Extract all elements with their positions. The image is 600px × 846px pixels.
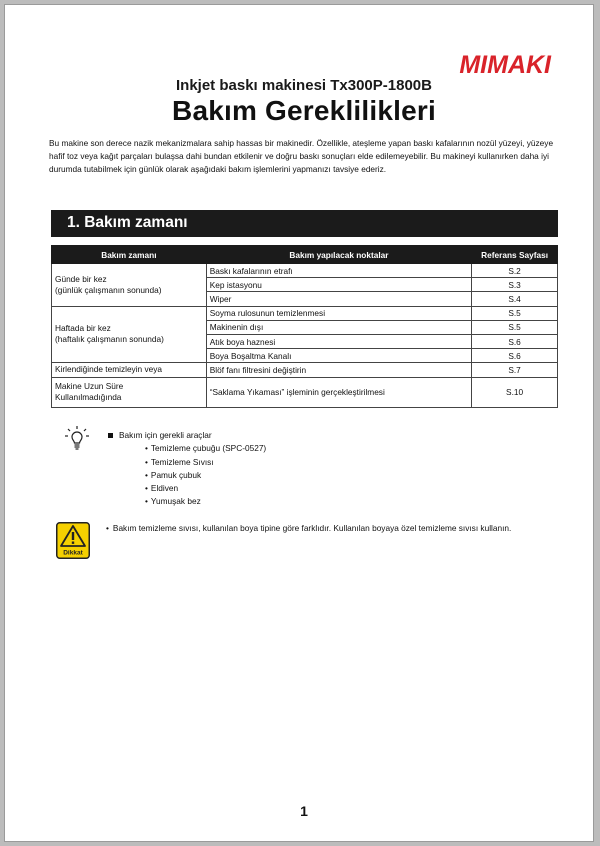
point-cell: Blöf fanı filtresini değiştirin (206, 363, 471, 377)
list-item: • Eldiven (145, 482, 266, 495)
list-item: • Pamuk çubuk (145, 469, 266, 482)
document-subtitle: Inkjet baskı makinesi Tx300P-1800B (176, 77, 432, 94)
table-row (52, 377, 558, 407)
point-cell: Atık boya haznesi (206, 334, 471, 348)
point-cell: Kep istasyonu (206, 278, 471, 292)
lightbulb-icon (65, 425, 89, 451)
document-page (4, 4, 594, 842)
table-row (52, 363, 558, 377)
reference-cell: S.6 (472, 334, 558, 348)
point-cell: Wiper (206, 292, 471, 306)
point-cell: “Saklama Yıkaması” işleminin gerçekleştirilmesi (206, 377, 471, 407)
caution-text: Bakım temizleme sıvısı, kullanılan boya tipine göre farklıdır. Kullanılan boyaya özel temizleme sıvısı kullanın. (112, 523, 512, 533)
list-item: • Temizleme çubuğu (SPC-0527) (145, 442, 266, 455)
timing-line: (haftalık çalışmanın sonunda) (55, 334, 164, 345)
maintenance-table (51, 245, 558, 408)
point-cell: Soyma rulosunun temizlenmesi (206, 306, 471, 320)
tools-list (108, 429, 266, 509)
bullet-icon: • (106, 523, 109, 533)
reference-cell: S.5 (472, 320, 558, 334)
reference-cell: S.10 (472, 377, 558, 407)
page-number: 1 (300, 803, 308, 819)
section-heading: 1. Bakım zamanı (51, 210, 558, 237)
list-item: • Temizleme Sıvısı (145, 456, 266, 469)
timing-line: Haftada bir kez (55, 323, 111, 334)
caution-label: Dikkat (63, 549, 83, 557)
reference-cell: S.3 (472, 278, 558, 292)
table-row (52, 306, 558, 320)
point-cell: Boya Boşaltma Kanalı (206, 349, 471, 363)
table-header-row (52, 246, 558, 264)
caution-note (106, 522, 546, 534)
caution-icon (56, 522, 90, 559)
tools-items (145, 442, 266, 508)
timing-line: (günlük çalışmanın sonunda) (55, 284, 162, 295)
reference-cell: S.2 (472, 264, 558, 278)
point-cell: Baskı kafalarının etrafı (206, 264, 471, 278)
header-points: Bakım yapılacak noktalar (206, 246, 471, 264)
point-cell: Makinenin dışı (206, 320, 471, 334)
mimaki-logo (433, 47, 553, 81)
timing-cell: Kirlendiğinde temizleyin veya (52, 363, 207, 377)
timing-line: Makine Uzun Süre (55, 381, 124, 391)
tools-heading-row (108, 429, 266, 442)
tools-heading: Bakım için gerekli araçlar (119, 430, 212, 440)
timing-cell (52, 377, 207, 407)
timing-line: Kullanılmadığında (55, 392, 122, 402)
reference-cell: S.7 (472, 363, 558, 377)
document-title: Bakım Gereklilikleri (172, 95, 436, 126)
reference-cell: S.4 (472, 292, 558, 306)
reference-cell: S.6 (472, 349, 558, 363)
square-bullet-icon (108, 433, 113, 438)
list-item: • Yumuşak bez (145, 495, 266, 508)
logo-text: MIMAKI (459, 51, 551, 79)
reference-cell: S.5 (472, 306, 558, 320)
intro-paragraph: Bu makine son derece nazik mekanizmalara sahip hassas bir makinedir. Özellikle, ateşleme yapan baskı kafalarının nozül yüzeyi, yüzeye hafif toz veya kağıt parçaları bulaşsa dahi bundan etkilenir ve doğru baskı sonuçları elde edilemeyebilir. Bu makineyi kullanırken daha iyi durumda tutabilmek için günlük olarak aşağıdaki bakım işlemlerini yapmanızı tavsiye ederiz. (49, 138, 554, 174)
timing-line: Günde bir kez (55, 273, 107, 284)
timing-cell (52, 306, 207, 363)
header-timing: Bakım zamanı (52, 246, 207, 264)
timing-cell (52, 264, 207, 307)
header-reference: Referans Sayfası (472, 246, 558, 264)
table-row (52, 264, 558, 278)
